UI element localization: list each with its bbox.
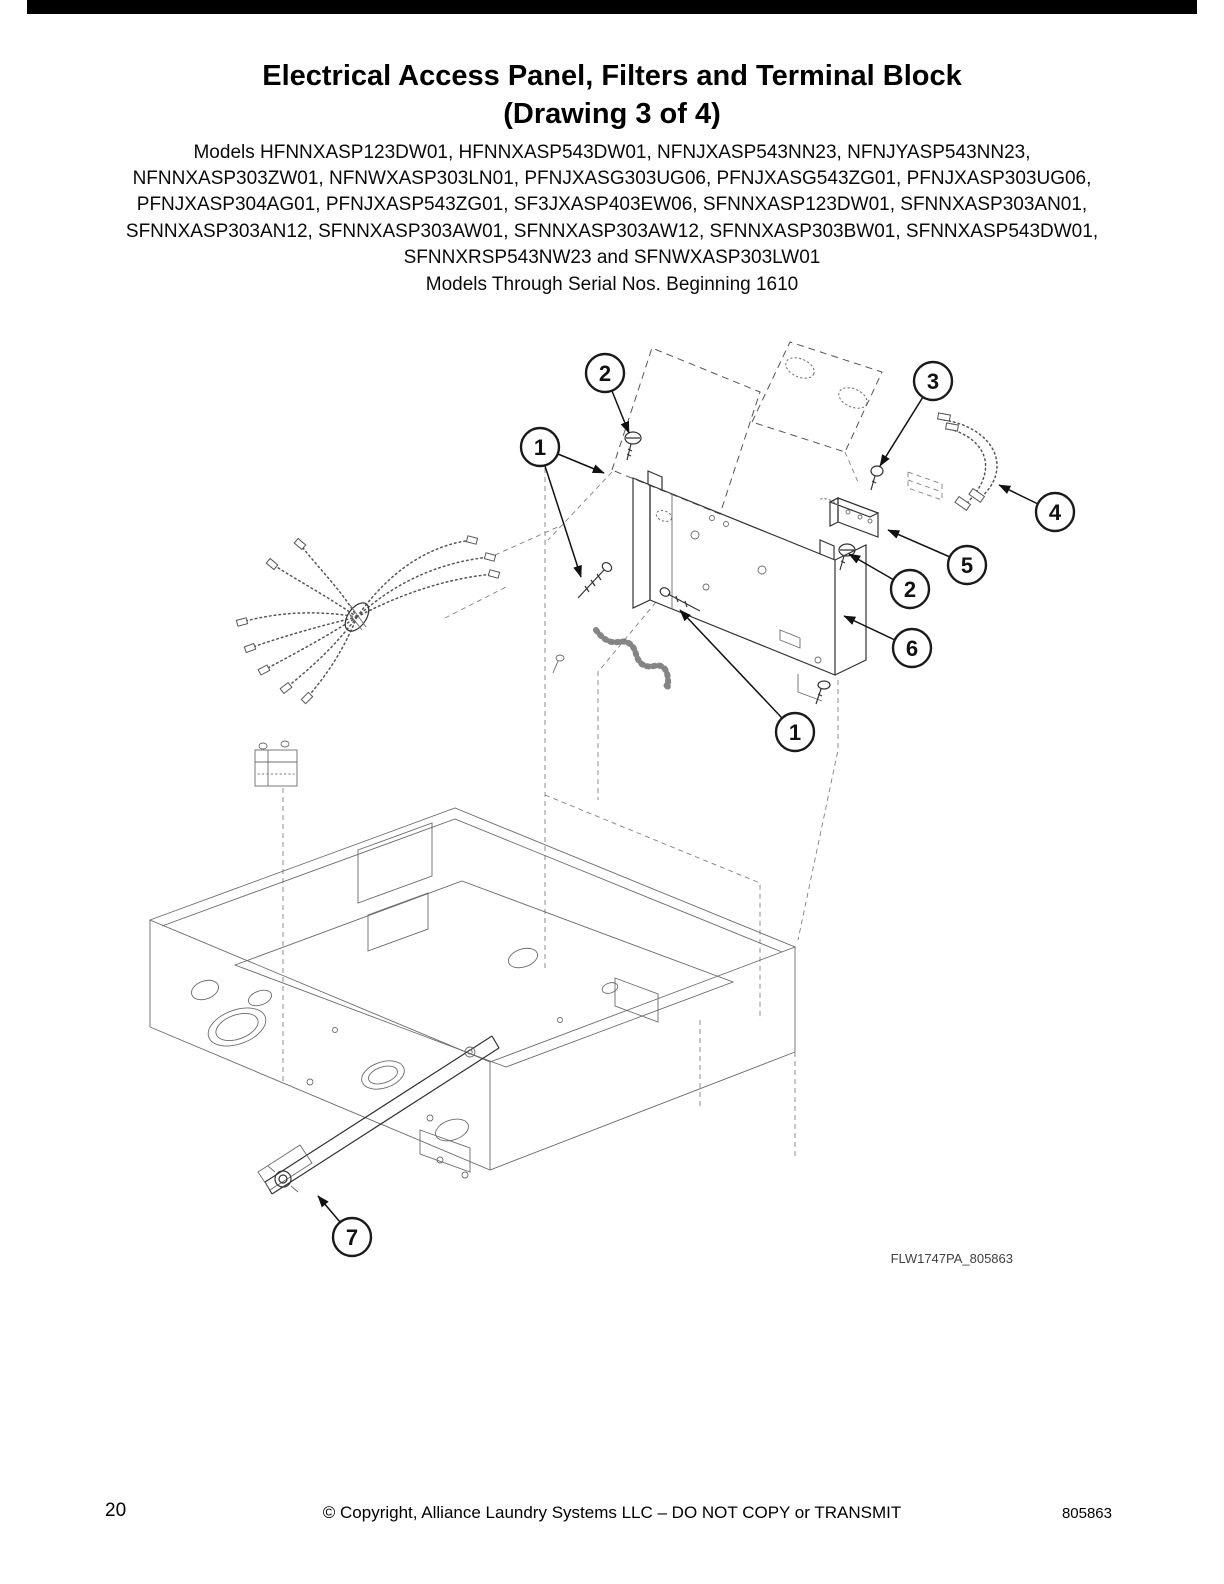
exploded-view-diagram	[0, 330, 1224, 1280]
svg-text:7: 7	[345, 1225, 359, 1250]
page-top-rule	[27, 0, 1197, 14]
svg-text:2: 2	[903, 577, 917, 602]
filter-wires	[938, 413, 997, 510]
ghost-outlines	[445, 342, 882, 1020]
access-panel-bracket	[553, 471, 866, 701]
svg-text:1: 1	[788, 720, 802, 745]
svg-text:5: 5	[960, 553, 974, 578]
page-title: Electrical Access Panel, Filters and Terminal Block	[262, 60, 962, 92]
document-number: 805863	[1061, 1505, 1112, 1522]
callout-6	[893, 629, 931, 667]
svg-text:6: 6	[905, 636, 919, 661]
callout-2	[891, 570, 929, 608]
page-number: 20	[105, 1500, 127, 1521]
svg-text:3: 3	[926, 369, 940, 394]
callout-4	[1036, 493, 1074, 531]
callout-2	[586, 354, 624, 392]
callout-5	[948, 546, 986, 584]
serial-note: Models Through Serial Nos. Beginning 1610	[425, 274, 799, 296]
callouts-layer	[333, 354, 1074, 1256]
figure-code: FLW1747PA_805863	[890, 1251, 1013, 1266]
terminal-block	[820, 472, 942, 537]
cabinet-base	[150, 808, 795, 1178]
models-text: Models HFNNXASP123DW01, HFNNXASP543DW01, NFNJXASP543NN23, NFNJYASP543NN23, NFNNXASP303ZW01, NFNWXASP303LN01, PFNJXASG303UG06, PFNJXASG543ZG01, PFNJXASP303UG06, PFNJXASP304AG01, PFNJXASP543ZG01, SF3JXASP403EW06, SFNNXASP123DW01, SFNNXASP303AN01, SFNNXASP303AN12, SFNNXASP303AW01, SFNNXASP303AW12, SFNNXASP303BW01, SFNNXASP543DW01, SFNNXRSP543NW23 and SFNWXASP303LW01	[125, 142, 1099, 268]
ground-bar	[258, 1036, 499, 1194]
copyright-notice: © Copyright, Alliance Laundry Systems LLC – DO NOT COPY or TRANSMIT	[322, 1503, 902, 1522]
callout-3	[914, 362, 952, 400]
callout-1	[521, 428, 559, 466]
callout-7	[333, 1218, 371, 1256]
svg-text:4: 4	[1048, 500, 1062, 525]
relay-component	[255, 741, 297, 1083]
models-block	[107, 140, 1117, 298]
svg-text:1: 1	[533, 435, 547, 460]
svg-text:2: 2	[598, 361, 612, 386]
callout-1	[776, 713, 814, 751]
page-title-drawing-number: (Drawing 3 of 4)	[503, 98, 721, 130]
wire-harness	[236, 536, 499, 704]
